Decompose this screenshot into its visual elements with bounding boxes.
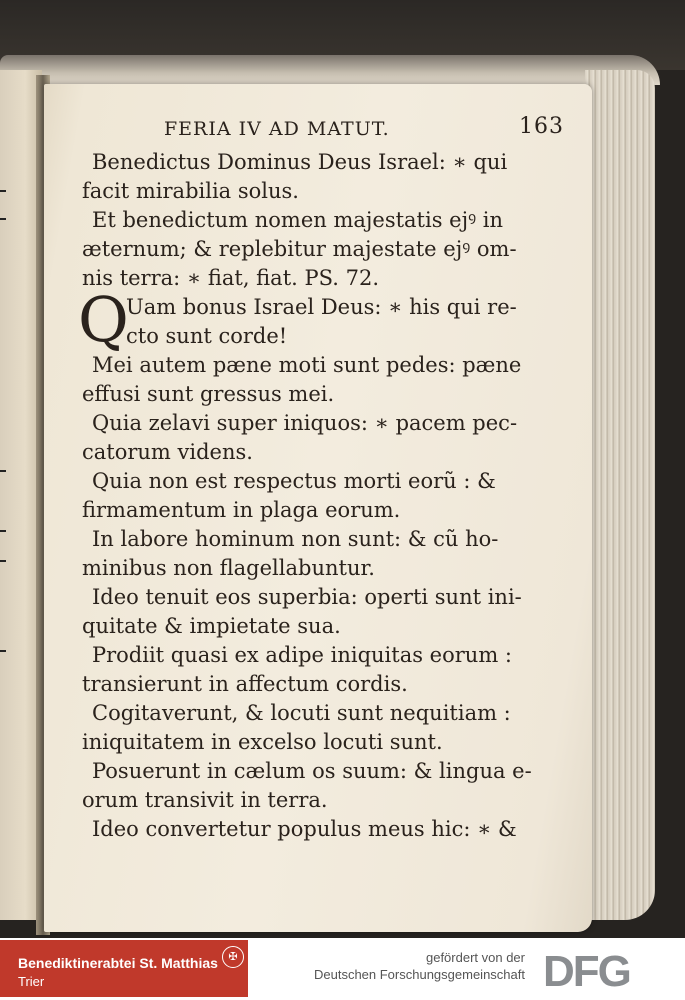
text-line: firmamentum in plaga eorum.	[82, 498, 401, 522]
page-number: 163	[519, 114, 564, 139]
funding-line-1: gefördert von der	[425, 950, 525, 965]
text-line: Uam bonus Israel Deus: ∗ his qui re-	[126, 295, 517, 319]
institution-badge[interactable]	[0, 940, 248, 997]
text-line: Quia zelavi super iniquos: ∗ pacem pec-	[92, 411, 518, 435]
text-line: Quia non est respectus morti eorũ : &	[92, 469, 496, 493]
running-title: FERIA IV AD MATUT.	[164, 118, 390, 140]
funding-line-2: Deutschen Forschungsgemeinschaft	[313, 967, 525, 982]
funding-note	[314, 949, 525, 983]
text-line: æternum; & replebitur majestate ejꝰ om-	[82, 237, 517, 261]
text-line: minibus non flagellabuntur.	[82, 556, 375, 580]
initial-paragraph	[78, 283, 552, 356]
drop-cap: Q	[78, 283, 129, 356]
page-header	[82, 114, 564, 148]
page-text	[78, 114, 564, 844]
book-cover-edge	[0, 55, 660, 85]
text-line: Benedictus Dominus Deus Israel: ∗ qui	[92, 150, 508, 174]
text-line: orum transivit in terra.	[82, 788, 328, 812]
dfg-logo-icon[interactable]	[541, 946, 671, 992]
footer-banner	[0, 938, 685, 1000]
text-line: nis terra: ∗ fiat, fiat. PS. 72.	[82, 266, 380, 290]
dfg-logo-text: DFG	[543, 947, 630, 992]
text-line: In labore hominum non sunt: & cũ ho-	[92, 527, 499, 551]
text-line: effusi sunt gressus mei.	[82, 382, 335, 406]
abbey-logo-icon: ✠	[222, 946, 244, 968]
text-line: transierunt in affectum cordis.	[82, 672, 408, 696]
text-line: quitate & impietate sua.	[82, 614, 341, 638]
text-line: Ideo tenuit eos superbia: operti sunt ini-	[92, 585, 522, 609]
text-line: facit mirabilia solus.	[82, 179, 299, 203]
text-line: Cogitaverunt, & locuti sunt nequitiam :	[92, 701, 511, 725]
text-line: catorum videns.	[82, 440, 253, 464]
text-line: Et benedictum nomen majestatis ejꝰ in	[92, 208, 504, 232]
institution-name: Benediktinerabtei St. Matthias	[18, 955, 218, 971]
institution-city: Trier	[18, 974, 45, 989]
text-line: Posuerunt in cælum os suum: & lingua e-	[92, 759, 532, 783]
text-line: iniquitatem in excelso locuti sunt.	[82, 730, 443, 754]
text-line: Prodiit quasi ex adipe iniquitas eorum :	[92, 643, 512, 667]
text-line: Ideo convertetur populus meus hic: ∗ &	[92, 817, 517, 841]
text-line: Mei autem pæne moti sunt pedes: pæne	[92, 353, 522, 377]
page-edges	[585, 70, 655, 920]
text-line: cto sunt corde!	[126, 324, 288, 348]
